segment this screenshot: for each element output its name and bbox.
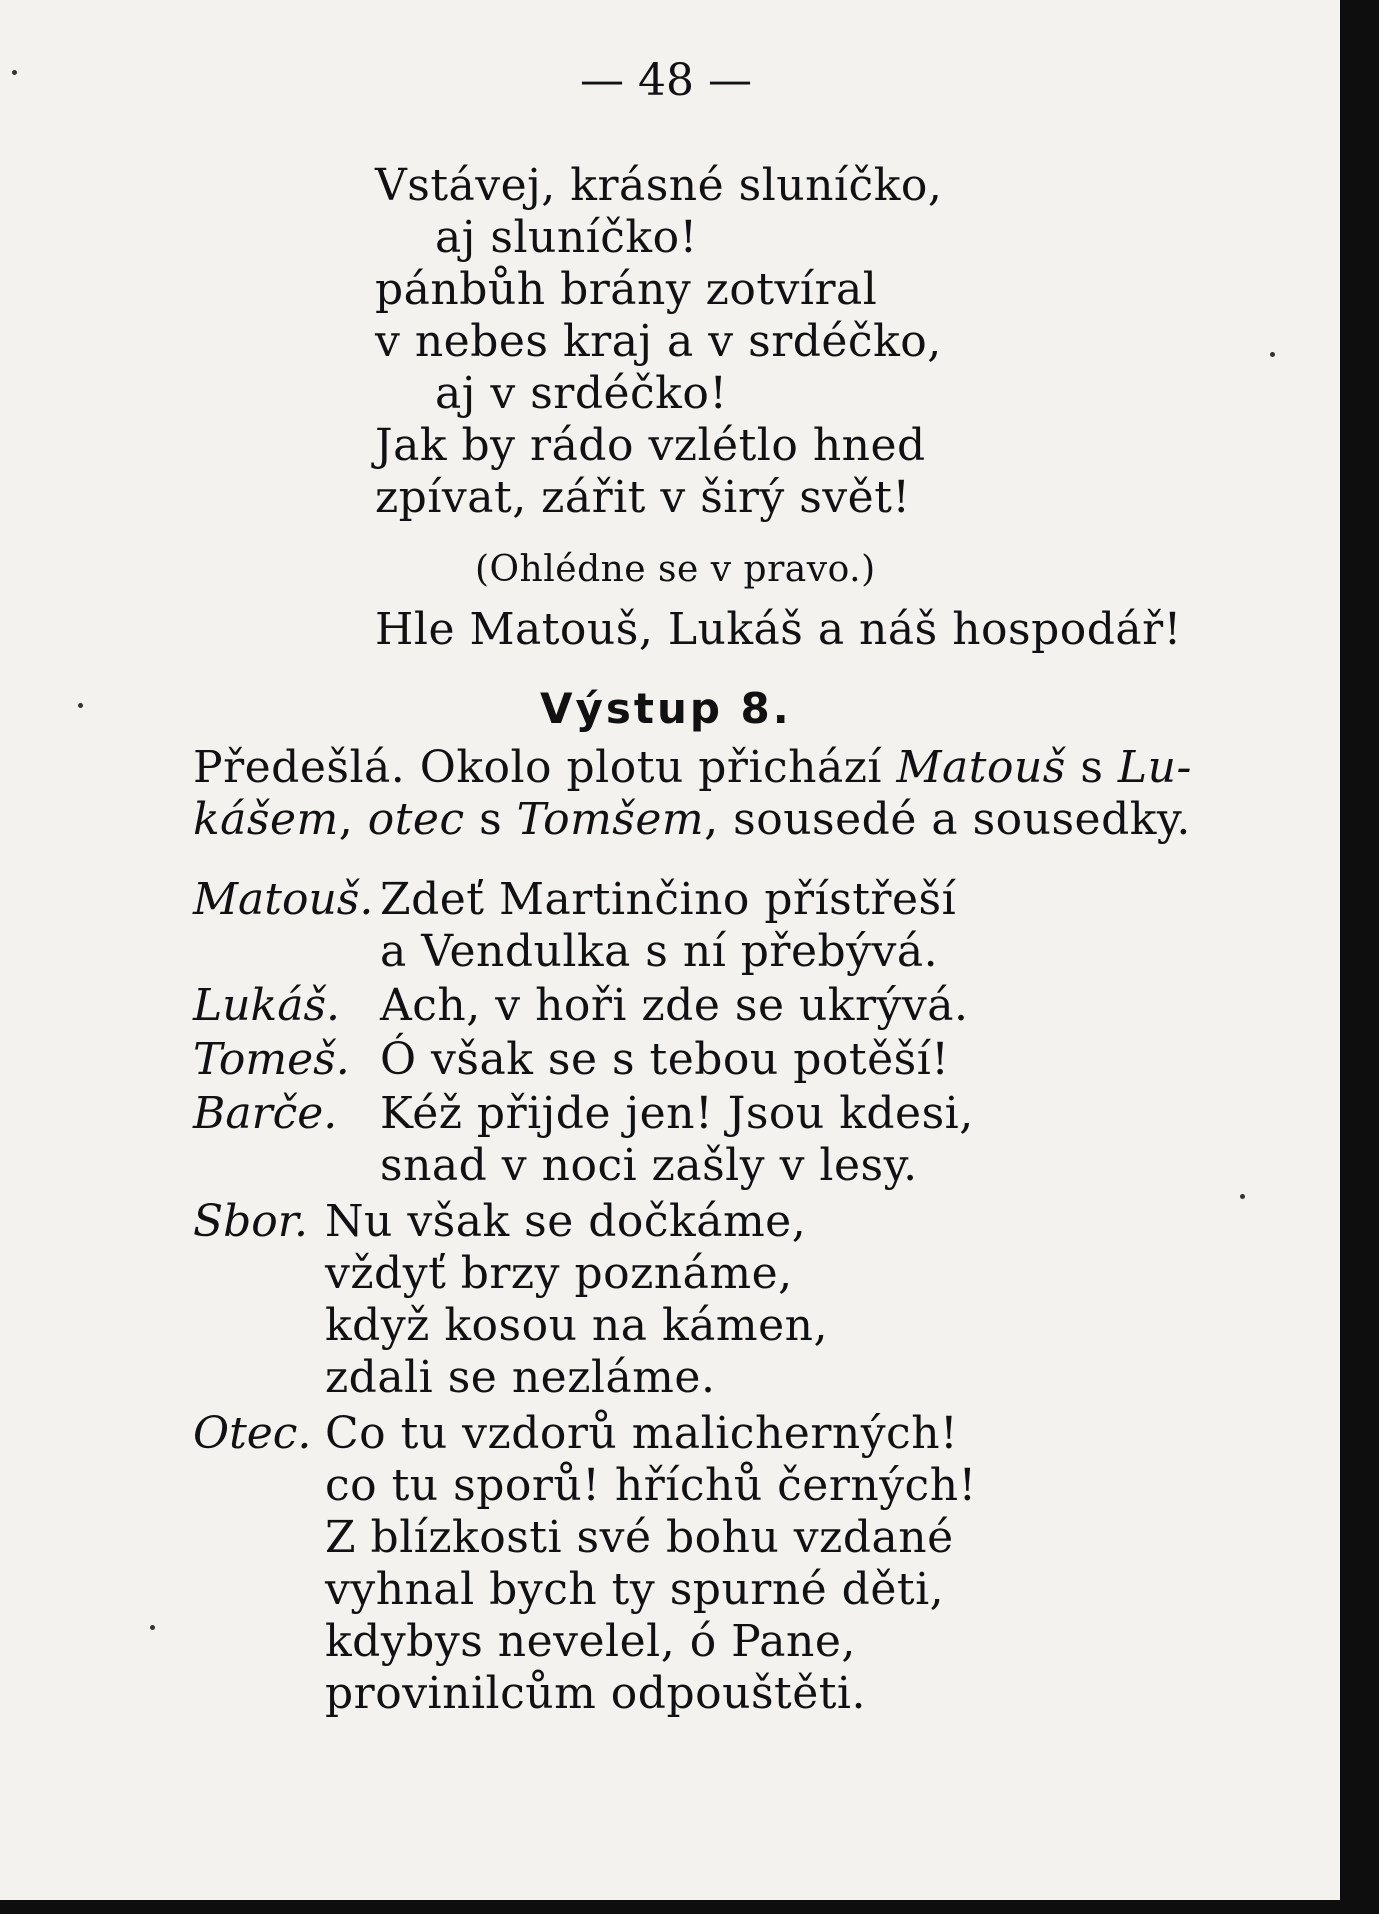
scan-edge-right bbox=[1340, 0, 1379, 1914]
dialogue-line: vždyť brzy poznáme, bbox=[325, 1248, 793, 1299]
speaker-name: Matouš. bbox=[193, 874, 374, 925]
speaker-name: Lukáš. bbox=[193, 980, 341, 1031]
scene-desc-text: s bbox=[464, 794, 517, 845]
dialogue-line: a Vendulka s ní přebývá. bbox=[380, 926, 939, 977]
dialogue-line: Z blízkosti své bohu vzdané bbox=[325, 1512, 954, 1563]
dialogue-line: Zdeť Martinčino přístřeší bbox=[380, 874, 957, 925]
paper-speck bbox=[150, 1625, 155, 1630]
dialogue-line: Kéž přijde jen! Jsou kdesi, bbox=[380, 1088, 974, 1139]
verse-line: zpívat, zářit v širý svět! bbox=[375, 472, 911, 523]
dialogue-line: vyhnal bych ty spurné děti, bbox=[325, 1564, 945, 1615]
verse-line: aj sluníčko! bbox=[435, 212, 698, 263]
dialogue-line: zdali se nezláme. bbox=[325, 1352, 716, 1403]
speaker-name: Otec. bbox=[193, 1408, 312, 1459]
character-name: Matouš bbox=[896, 742, 1066, 793]
dialogue-line: snad v noci zašly v lesy. bbox=[380, 1140, 918, 1191]
scene-description-line bbox=[193, 794, 1191, 846]
verse-line: v nebes kraj a v srdéčko, bbox=[375, 316, 942, 367]
speaker-name: Sbor. bbox=[193, 1196, 308, 1247]
dialogue-line: co tu sporů! hříchů černých! bbox=[325, 1460, 977, 1511]
verse-line: Hle Matouš, Lukáš a náš hospodář! bbox=[375, 604, 1182, 655]
speaker-name: Barče. bbox=[193, 1088, 338, 1139]
character-name: Lu- bbox=[1117, 742, 1192, 793]
dialogue-line: Ach, v hoři zde se ukrývá. bbox=[380, 980, 969, 1031]
verse-line: aj v srdéčko! bbox=[435, 368, 728, 419]
scene-description-line bbox=[193, 742, 1192, 794]
verse-line: Jak by rádo vzlétlo hned bbox=[375, 420, 926, 471]
speaker-name: Tomeš. bbox=[193, 1034, 350, 1085]
scan-edge-bottom bbox=[0, 1900, 1379, 1914]
character-name: Tomšem bbox=[516, 794, 705, 845]
stage-direction: (Ohlédne se v pravo.) bbox=[475, 549, 876, 590]
dialogue-line: Co tu vzdorů malicherných! bbox=[325, 1408, 959, 1459]
paper-speck bbox=[12, 70, 17, 75]
dialogue-line: Ó však se s tebou potěší! bbox=[380, 1034, 950, 1085]
page-number: — 48 — bbox=[580, 55, 752, 106]
scene-desc-text: , bbox=[338, 794, 368, 845]
paper-speck bbox=[78, 703, 83, 708]
scene-desc-text: , sousedé a sousedky. bbox=[704, 794, 1191, 845]
scene-desc-text: Předešlá. Okolo plotu přichází bbox=[193, 742, 897, 793]
verse-line: Vstávej, krásné sluníčko, bbox=[375, 160, 943, 211]
character-name: otec bbox=[367, 794, 465, 845]
paper-speck bbox=[1240, 1194, 1245, 1199]
dialogue-line: když kosou na kámen, bbox=[325, 1300, 828, 1351]
paper-speck bbox=[1270, 352, 1275, 357]
dialogue-line: kdybys nevelel, ó Pane, bbox=[325, 1616, 856, 1667]
dialogue-line: provinilcům odpouštěti. bbox=[325, 1668, 866, 1719]
verse-line: pánbůh brány zotvíral bbox=[375, 264, 878, 315]
dialogue-line: Nu však se dočkáme, bbox=[325, 1196, 807, 1247]
scene-desc-text: s bbox=[1065, 742, 1118, 793]
character-name: kášem bbox=[193, 794, 339, 845]
scene-heading: Výstup 8. bbox=[540, 684, 792, 733]
